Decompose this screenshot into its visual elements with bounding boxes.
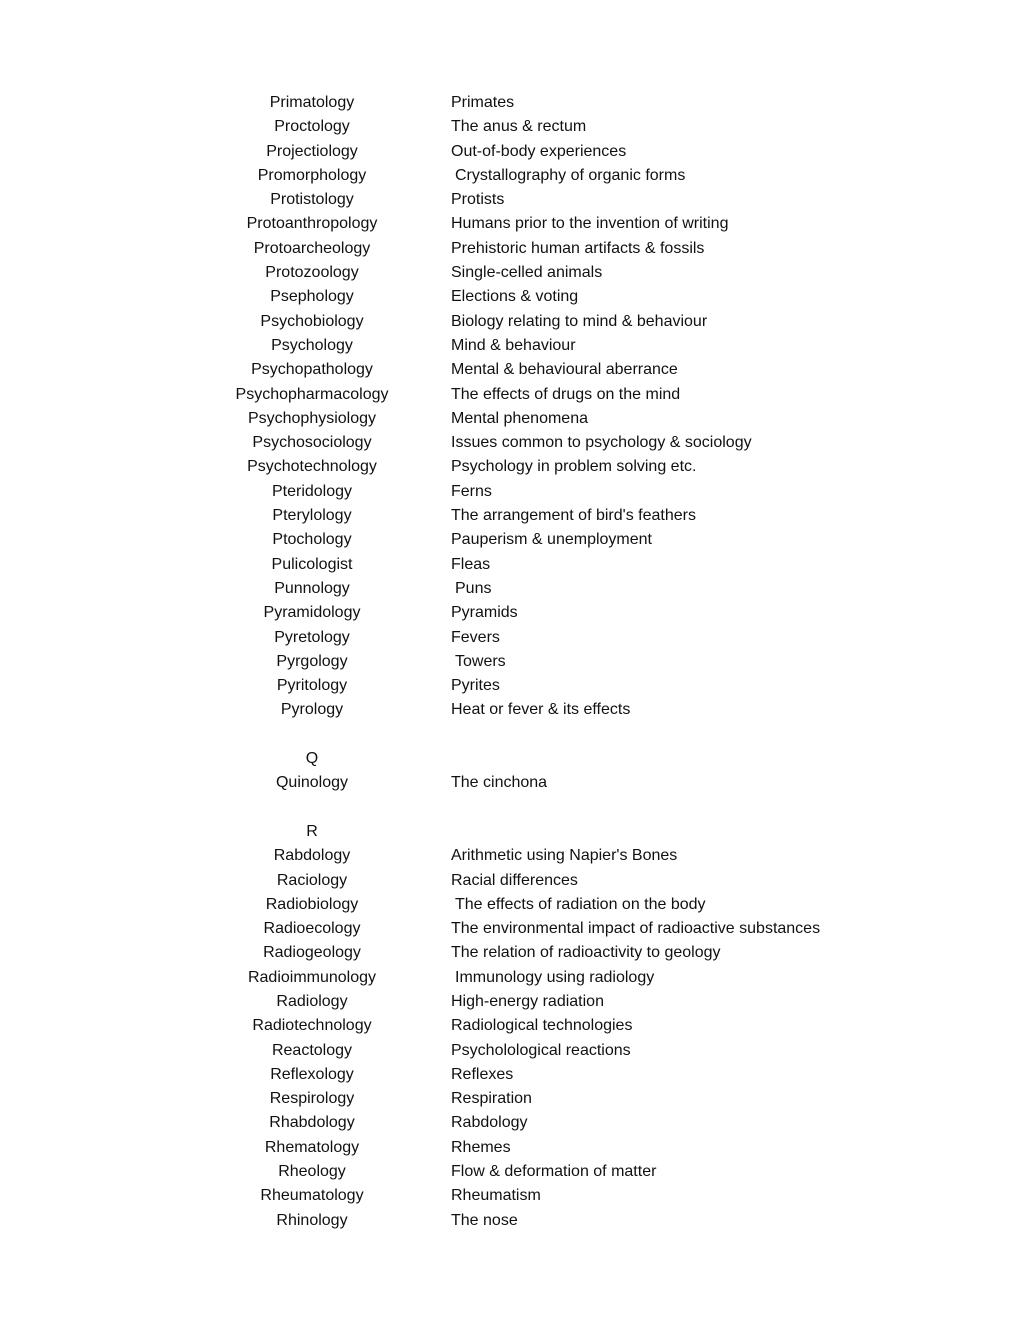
term: Pyrgology — [276, 652, 348, 670]
glossary-row — [0, 1039, 1024, 1063]
term: Protoanthropology — [246, 215, 378, 233]
spacer — [0, 796, 1024, 820]
term: Protoarcheology — [253, 239, 371, 257]
definition: Psychology in problem solving etc. — [451, 458, 697, 476]
glossary-page — [0, 91, 1024, 1233]
term: Rhabdology — [269, 1114, 355, 1132]
glossary-row — [0, 358, 1024, 382]
term: Pyramidology — [263, 604, 361, 622]
glossary-row — [0, 966, 1024, 990]
term: Psephology — [270, 288, 354, 306]
definition: Protists — [451, 191, 505, 209]
definition: Crystallography of organic forms — [455, 166, 686, 184]
term: Primatology — [269, 94, 355, 111]
term: Rhematology — [264, 1138, 360, 1156]
term: Pyretology — [274, 628, 350, 646]
definition: The relation of radioactivity to geology — [451, 944, 721, 962]
glossary-row — [0, 310, 1024, 334]
term: Protozoology — [265, 264, 359, 282]
definition: The environmental impact of radioactive substances — [451, 920, 821, 938]
definition: The anus & rectum — [451, 118, 587, 136]
term: Psychology — [271, 336, 353, 354]
definition: Respiration — [451, 1090, 532, 1108]
glossary-row — [0, 917, 1024, 941]
term: Rheology — [278, 1163, 346, 1181]
term: Radioimmunology — [247, 968, 377, 986]
glossary-row — [0, 1184, 1024, 1208]
glossary-row — [0, 212, 1024, 236]
definition: The nose — [451, 1211, 518, 1229]
glossary-row — [0, 115, 1024, 139]
glossary-row — [0, 504, 1024, 528]
glossary-row — [0, 990, 1024, 1014]
term: Rhinology — [276, 1211, 348, 1229]
definition: Pauperism & unemployment — [451, 531, 652, 549]
definition: Ferns — [451, 482, 492, 500]
glossary-row — [0, 577, 1024, 601]
term: Quinology — [275, 774, 349, 792]
definition: Prehistoric human artifacts & fossils — [451, 239, 705, 257]
glossary-row — [0, 869, 1024, 893]
glossary-row — [0, 237, 1024, 261]
glossary-row — [0, 698, 1024, 722]
spacer — [0, 723, 1024, 747]
definition: Reflexes — [451, 1065, 514, 1083]
definition: The effects of drugs on the mind — [451, 385, 681, 403]
term: Rheumatology — [260, 1187, 364, 1205]
definition: Flow & deformation of matter — [451, 1163, 657, 1181]
definition: Biology relating to mind & behaviour — [451, 312, 708, 330]
glossary-row — [0, 285, 1024, 309]
definition: Issues common to psychology & sociology — [451, 434, 752, 452]
term: Psychotechnology — [247, 458, 377, 476]
glossary-row — [0, 1209, 1024, 1233]
definition: Single-celled animals — [451, 264, 603, 282]
glossary-row — [0, 1111, 1024, 1135]
term: Pterylology — [272, 507, 352, 525]
glossary-row — [0, 455, 1024, 479]
glossary-row — [0, 626, 1024, 650]
glossary-row — [0, 188, 1024, 212]
glossary-row — [0, 383, 1024, 407]
term: Pyritology — [276, 677, 348, 695]
glossary-row — [0, 164, 1024, 188]
term: Radiology — [276, 992, 348, 1010]
definition: The cinchona — [451, 774, 548, 792]
definition: Fevers — [451, 628, 500, 646]
definition: The arrangement of bird's feathers — [451, 507, 696, 525]
glossary-row — [0, 334, 1024, 358]
glossary-row — [0, 140, 1024, 164]
definition: Mind & behaviour — [451, 336, 576, 354]
definition: Mental phenomena — [451, 409, 588, 427]
term: Psychosociology — [252, 434, 372, 452]
glossary-row — [0, 650, 1024, 674]
term: Psychobiology — [260, 312, 364, 330]
term: Projectiology — [266, 142, 358, 160]
glossary-row — [0, 1160, 1024, 1184]
definition: Mental & behavioural aberrance — [451, 361, 678, 379]
term: Pulicologist — [271, 555, 353, 573]
definition: Psycholological reactions — [451, 1041, 631, 1059]
glossary-row — [0, 844, 1024, 868]
section-heading-q — [0, 747, 1024, 771]
definition: Elections & voting — [451, 288, 579, 306]
term: Psychopharmacology — [235, 385, 389, 403]
definition: Radiological technologies — [451, 1017, 633, 1035]
term: Radiobiology — [265, 895, 359, 913]
glossary-row — [0, 1063, 1024, 1087]
glossary-row — [0, 261, 1024, 285]
term: Pyrology — [280, 701, 344, 719]
glossary-row — [0, 674, 1024, 698]
term: Reflexology — [270, 1065, 354, 1083]
glossary-row — [0, 941, 1024, 965]
glossary-row — [0, 553, 1024, 577]
term: Promorphology — [257, 166, 367, 184]
term: Proctology — [274, 118, 350, 136]
definition: Racial differences — [451, 871, 578, 889]
definition: Out-of-body experiences — [451, 142, 627, 160]
term: Protistology — [270, 191, 354, 209]
definition: Rhemes — [451, 1138, 511, 1156]
term: Pteridology — [271, 482, 353, 500]
glossary-row — [0, 1014, 1024, 1038]
definition: High-energy radiation — [451, 992, 604, 1010]
term: Respirology — [269, 1090, 355, 1108]
section-letter: R — [306, 822, 318, 840]
term: Radioecology — [263, 920, 361, 938]
definition: Primates — [451, 94, 515, 111]
section-heading-r — [0, 820, 1024, 844]
glossary-row — [0, 1087, 1024, 1111]
section-letter: Q — [305, 750, 319, 768]
glossary-row — [0, 893, 1024, 917]
term: Psychopathology — [251, 361, 373, 379]
term: Rabdology — [273, 847, 351, 865]
term: Punnology — [274, 579, 350, 597]
definition: Pyramids — [451, 604, 518, 622]
glossary-row — [0, 1136, 1024, 1160]
definition: Humans prior to the invention of writing — [451, 215, 729, 233]
term: Ptochology — [272, 531, 352, 549]
term: Raciology — [276, 871, 348, 889]
definition: Fleas — [451, 555, 491, 573]
definition: Immunology using radiology — [455, 968, 655, 986]
glossary-row — [0, 528, 1024, 552]
definition: Heat or fever & its effects — [451, 701, 631, 719]
definition: Puns — [455, 579, 492, 597]
definition: The effects of radiation on the body — [455, 895, 706, 913]
glossary-row — [0, 431, 1024, 455]
definition: Rabdology — [451, 1114, 528, 1132]
term: Reactology — [271, 1041, 353, 1059]
glossary-row — [0, 601, 1024, 625]
definition: Arithmetic using Napier's Bones — [451, 847, 678, 865]
term: Radiotechnology — [252, 1017, 372, 1035]
glossary-row — [0, 407, 1024, 431]
glossary-row — [0, 480, 1024, 504]
definition: Rheumatism — [451, 1187, 541, 1205]
term: Psychophysiology — [247, 409, 377, 427]
glossary-row — [0, 91, 1024, 115]
definition: Towers — [455, 652, 506, 670]
glossary-row — [0, 771, 1024, 795]
term: Radiogeology — [263, 944, 361, 962]
definition: Pyrites — [451, 677, 500, 695]
